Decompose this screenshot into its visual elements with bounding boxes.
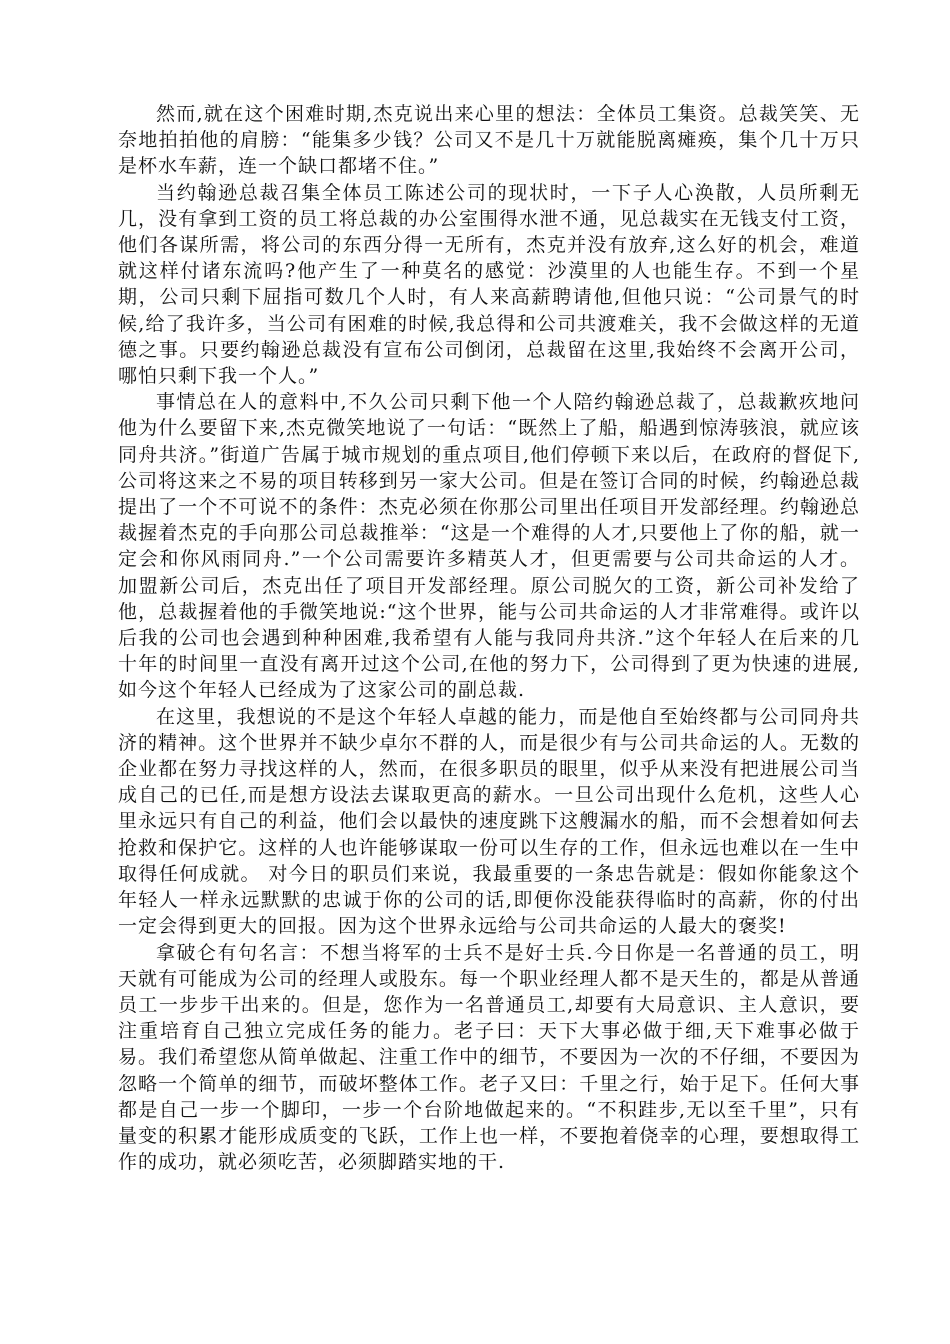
paragraph: 拿破仑有句名言：不想当将军的士兵不是好士兵.今日你是一名普通的员工，明天就有可能成为公司的经理人或股东。每一个职业经理人都不是天生的，都是从普通员工一步步干出来的。但是，您作为一名普通员工,却要有大局意识、主人意识，要注重培育自己独立完成任务的能力。老子曰：天下大事必做于细,天下难事必做于易。我们希望您从简单做起、注重工作中的细节，不要因为一次的不仔细，不要因为忽略一个简单的细节，而破坏整体工作。老子又曰：千里之行，始于足下。任何大事都是自己一步一个脚印，一步一个台阶地做起来的。“不积跬步,无以至千里”，只有量变的积累才能形成质变的飞跃，工作上也一样，不要抱着侥幸的心理，要想取得工作的成功，就必须吃苦，必须脚踏实地的干. [118,941,860,1174]
paragraph: 然而,就在这个困难时期,杰克说出来心里的想法：全体员工集资。总裁笑笑、无奈地拍拍他的肩膀：“能集多少钱？公司又不是几十万就能脱离瘫痪，集个几十万只是杯水车薪，连一个缺口都堵不住。” [118,103,860,178]
paragraph: 当约翰逊总裁召集全体员工陈述公司的现状时，一下子人心涣散，人员所剩无几，没有拿到工资的员工将总裁的办公室围得水泄不通，见总裁实在无钱支付工资，他们各谋所需，将公司的东西分得一无所有，杰克并没有放弃,这么好的机会，难道就这样付诸东流吗?他产生了一种莫名的感觉：沙漠里的人也能生存。不到一个星期，公司只剩下屈指可数几个人时，有人来高薪聘请他,但他只说：“公司景气的时候,给了我许多，当公司有困难的时候,我总得和公司共渡难关，我不会做这样的无道德之事。只要约翰逊总裁没有宣布公司倒闭，总裁留在这里,我始终不会离开公司，哪怕只剩下我一个人。” [118,181,860,388]
paragraph: 事情总在人的意料中,不久公司只剩下他一个人陪约翰逊总裁了，总裁歉疚地问他为什么要留下来,杰克微笑地说了一句话：“既然上了船，船遇到惊涛骇浪，就应该同舟共济。”街道广告属于城市规划的重点项目,他们停顿下来以后，在政府的督促下,公司将这来之不易的项目转移到另一家大公司。但是在签订合同的时候，约翰逊总裁提出了一个不可说不的条件：杰克必须在你那公司里出任项目开发部经理。约翰逊总裁握着杰克的手向那公司总裁推举：“这是一个难得的人才,只要他上了你的船，就一定会和你风雨同舟.”一个公司需要许多精英人才，但更需要与公司共命运的人才。 加盟新公司后，杰克出任了项目开发部经理。原公司脱欠的工资，新公司补发给了他，总裁握着他的手微笑地说:“这个世界，能与公司共命运的人才非常难得。或许以后我的公司也会遇到种种困难,我希望有人能与我同舟共济.”这个年轻人在后来的几十年的时间里一直没有离开过这个公司,在他的努力下，公司得到了更为快速的进展,如今这个年轻人已经成为了这家公司的副总裁. [118,391,860,702]
document-body [118,101,860,1175]
paragraph: 在这里，我想说的不是这个年轻人卓越的能力，而是他自至始终都与公司同舟共济的精神。这个世界并不缺少卓尔不群的人，而是很少有与公司共命运的人。无数的企业都在努力寻找这样的人，然而，在很多职员的眼里，似乎从来没有把进展公司当成自己的已任,而是想方设法去谋取更高的薪水。一旦公司出现什么危机，这些人心里永远只有自己的利益，他们会以最快的速度跳下这艘漏水的船，而不会想着如何去抢救和保护它。这样的人也许能够谋取一份可以生存的工作，但永远也难以在一生中取得任何成就。 对今日的职员们来说，我最重要的一条忠告就是：假如你能象这个年轻人一样永远默默的忠诚于你的公司的话,即便你没能获得临时的高薪，你的付出一定会得到更大的回报。因为这个世界永远给与公司共命运的人最大的褒奖! [118,705,860,938]
